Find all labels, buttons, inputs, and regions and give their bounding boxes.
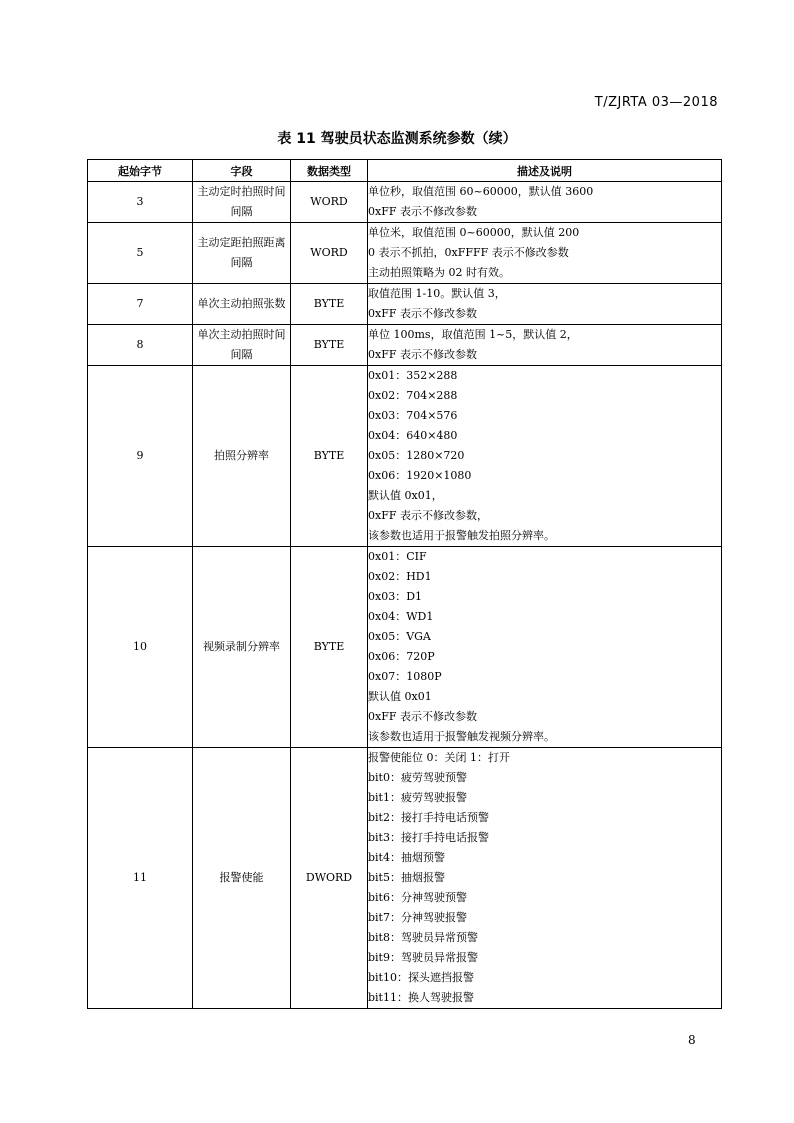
description-line: 0x03：D1 bbox=[368, 590, 423, 603]
description-line: bit11：换人驾驶报警 bbox=[368, 991, 474, 1004]
column-header-start-byte: 起始字节 bbox=[88, 160, 193, 182]
description-line: bit1：疲劳驾驶报警 bbox=[368, 791, 467, 804]
description-line: 取值范围 1-10。默认值 3， bbox=[368, 287, 506, 300]
description-line: 0x02：HD1 bbox=[368, 570, 432, 583]
description-line: 0x06：720P bbox=[368, 650, 435, 663]
table-body bbox=[88, 182, 722, 1009]
table-row bbox=[88, 547, 722, 748]
description-line: bit0：疲劳驾驶预警 bbox=[368, 771, 467, 784]
table-row bbox=[88, 748, 722, 1009]
description-line: bit4：抽烟预警 bbox=[368, 851, 445, 864]
description-line: 单位秒，取值范围 60~60000，默认值 3600 bbox=[368, 185, 594, 198]
start-byte-cell: 8 bbox=[88, 325, 193, 366]
field-name-cell: 单次主动拍照时间间隔 bbox=[193, 325, 291, 366]
description-line: bit3：接打手持电话报警 bbox=[368, 831, 489, 844]
table-row bbox=[88, 182, 722, 223]
description-cell bbox=[368, 366, 722, 547]
data-type-cell: WORD bbox=[291, 182, 368, 223]
start-byte-cell: 9 bbox=[88, 366, 193, 547]
field-name-cell: 主动定时拍照时间间隔 bbox=[193, 182, 291, 223]
description-line: 0 表示不抓拍，0xFFFF 表示不修改参数 bbox=[368, 246, 569, 259]
description-line: bit5：抽烟报警 bbox=[368, 871, 445, 884]
description-line: 0x05：1280×720 bbox=[368, 449, 465, 462]
description-line: bit6：分神驾驶预警 bbox=[368, 891, 467, 904]
description-line: 0xFF 表示不修改参数 bbox=[368, 307, 477, 320]
table-row bbox=[88, 325, 722, 366]
description-cell bbox=[368, 547, 722, 748]
description-line: 0x01：352×288 bbox=[368, 369, 458, 382]
table-title: 表 11 驾驶员状态监测系统参数（续） bbox=[277, 131, 517, 147]
data-type-cell: BYTE bbox=[291, 366, 368, 547]
description-line: 0x06：1920×1080 bbox=[368, 469, 472, 482]
parameter-table bbox=[87, 159, 722, 1009]
description-line: 默认值 0x01 bbox=[368, 690, 432, 703]
description-line: 报警使能位 0：关闭 1：打开 bbox=[368, 751, 510, 764]
field-name-cell: 拍照分辨率 bbox=[193, 366, 291, 547]
data-type-cell: DWORD bbox=[291, 748, 368, 1009]
description-cell bbox=[368, 223, 722, 284]
description-line: 该参数也适用于报警触发拍照分辨率。 bbox=[368, 529, 555, 542]
field-name-cell: 单次主动拍照张数 bbox=[193, 284, 291, 325]
start-byte-cell: 10 bbox=[88, 547, 193, 748]
data-type-cell: BYTE bbox=[291, 284, 368, 325]
start-byte-cell: 7 bbox=[88, 284, 193, 325]
description-line: 0xFF 表示不修改参数 bbox=[368, 710, 477, 723]
description-cell bbox=[368, 325, 722, 366]
description-line: bit10：探头遮挡报警 bbox=[368, 971, 474, 984]
description-line: 0x01：CIF bbox=[368, 550, 427, 563]
page-number: 8 bbox=[688, 1033, 696, 1047]
document-standard-code: T/ZJRTA 03—2018 bbox=[594, 95, 718, 110]
description-line: 0xFF 表示不修改参数 bbox=[368, 348, 477, 361]
field-name-cell: 视频录制分辨率 bbox=[193, 547, 291, 748]
description-cell bbox=[368, 182, 722, 223]
description-cell bbox=[368, 284, 722, 325]
description-line: 0x04：WD1 bbox=[368, 610, 434, 623]
description-line: 该参数也适用于报警触发视频分辨率。 bbox=[368, 730, 555, 743]
description-line: 单位米，取值范围 0~60000，默认值 200 bbox=[368, 226, 580, 239]
description-line: bit8：驾驶员异常预警 bbox=[368, 931, 478, 944]
description-line: bit7：分神驾驶报警 bbox=[368, 911, 467, 924]
data-type-cell: WORD bbox=[291, 223, 368, 284]
column-header-field: 字段 bbox=[193, 160, 291, 182]
description-line: bit9：驾驶员异常报警 bbox=[368, 951, 478, 964]
table-row bbox=[88, 284, 722, 325]
description-line: bit2：接打手持电话预警 bbox=[368, 811, 489, 824]
table-row bbox=[88, 366, 722, 547]
description-line: 0x05：VGA bbox=[368, 630, 431, 643]
table-header-row bbox=[88, 160, 722, 182]
data-type-cell: BYTE bbox=[291, 325, 368, 366]
description-cell bbox=[368, 748, 722, 1009]
description-line: 0x07：1080P bbox=[368, 670, 442, 683]
field-name-cell: 报警使能 bbox=[193, 748, 291, 1009]
description-line: 主动拍照策略为 02 时有效。 bbox=[368, 266, 510, 279]
description-line: 0x04：640×480 bbox=[368, 429, 458, 442]
start-byte-cell: 5 bbox=[88, 223, 193, 284]
description-line: 0xFF 表示不修改参数， bbox=[368, 509, 488, 522]
description-line: 0x02：704×288 bbox=[368, 389, 458, 402]
start-byte-cell: 3 bbox=[88, 182, 193, 223]
table-row bbox=[88, 223, 722, 284]
data-type-cell: BYTE bbox=[291, 547, 368, 748]
column-header-description: 描述及说明 bbox=[368, 160, 722, 182]
start-byte-cell: 11 bbox=[88, 748, 193, 1009]
description-line: 单位 100ms，取值范围 1~5，默认值 2， bbox=[368, 328, 578, 341]
column-header-data-type: 数据类型 bbox=[291, 160, 368, 182]
field-name-cell: 主动定距拍照距离间隔 bbox=[193, 223, 291, 284]
description-line: 0x03：704×576 bbox=[368, 409, 458, 422]
description-line: 默认值 0x01， bbox=[368, 489, 443, 502]
description-line: 0xFF 表示不修改参数 bbox=[368, 205, 477, 218]
